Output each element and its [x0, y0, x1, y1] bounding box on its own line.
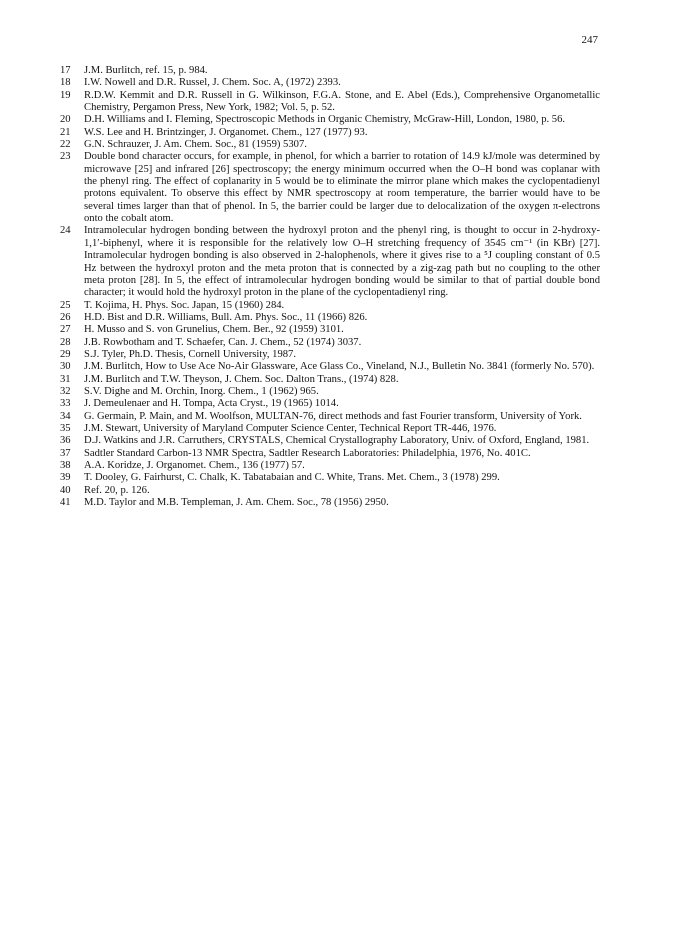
reference-text: W.S. Lee and H. Brintzinger, J. Organomet. Chem., 127 (1977) 93. [84, 126, 368, 138]
reference-28 [60, 337, 600, 349]
reference-text: J.M. Burlitch, How to Use Ace No-Air Glassware, Ace Glass Co., Vineland, N.J., Bulletin No. 3841 (formerly No. 570). [84, 361, 595, 373]
reference-text: Sadtler Standard Carbon-13 NMR Spectra, Sadtler Research Laboratories: Philadelphia, 1976, No. 401C. [84, 447, 531, 459]
reference-38 [60, 460, 600, 472]
reference-list [60, 65, 600, 509]
reference-text: H.D. Bist and D.R. Williams, Bull. Am. Phys. Soc., 11 (1966) 826. [84, 311, 368, 323]
reference-number: 34 [60, 410, 71, 422]
reference-text: H. Musso and S. von Grunelius, Chem. Ber., 92 (1959) 3101. [84, 324, 344, 336]
reference-18 [60, 77, 600, 89]
reference-39 [60, 472, 600, 484]
reference-number: 39 [60, 472, 71, 484]
reference-text: S.V. Dighe and M. Orchin, Inorg. Chem., 1 (1962) 965. [84, 385, 319, 397]
reference-number: 21 [60, 126, 71, 138]
reference-17 [60, 65, 600, 77]
reference-number: 36 [60, 435, 71, 447]
reference-35 [60, 423, 600, 435]
reference-text: Ref. 20, p. 126. [84, 484, 150, 496]
reference-41 [60, 497, 600, 509]
reference-number: 25 [60, 299, 71, 311]
reference-number: 23 [60, 151, 71, 163]
reference-number: 17 [60, 65, 71, 76]
reference-text: J.M. Burlitch, ref. 15, p. 984. [84, 65, 208, 76]
page-number: 247 [581, 34, 598, 46]
reference-text: Intramolecular hydrogen bonding between the hydroxyl proton and the phenyl ring, is thought to occur in 2-hydroxy-1,1′-biphenyl, where it is responsible for the relatively low O–H stretching frequency of 3545 cm⁻¹ (in KBr) [27]. Intramolecular hydrogen bonding is also observed in 2-halophenols, where it gives rise to a ⁵J coupling constant of 0.5 Hz between the hydroxyl proton and the meta proton that is connected by a zig-zag path but no coupling to the other meta proton [28]. In 5, the effect of intramolecular hydrogen bonding would be similar to that of partial double bond character; it would hold the hydroxyl proton in the plane of the cyclopentadienyl ring. [84, 225, 600, 299]
reference-number: 22 [60, 139, 71, 151]
reference-40 [60, 485, 600, 497]
reference-34 [60, 411, 600, 423]
reference-number: 19 [60, 89, 71, 101]
reference-number: 40 [60, 484, 71, 496]
reference-36 [60, 435, 600, 447]
reference-text: R.D.W. Kemmit and D.R. Russell in G. Wilkinson, F.G.A. Stone, and E. Abel (Eds.), Comprehensive Organometallic Chemistry, Pergamon Press, New York, 1982; Vol. 5, p. 52. [84, 89, 600, 114]
reference-number: 29 [60, 348, 71, 360]
reference-30 [60, 361, 600, 373]
reference-text: S.J. Tyler, Ph.D. Thesis, Cornell University, 1987. [84, 348, 296, 360]
reference-22 [60, 139, 600, 151]
reference-text: G.N. Schrauzer, J. Am. Chem. Soc., 81 (1959) 5307. [84, 139, 307, 151]
reference-number: 26 [60, 311, 71, 323]
reference-text: J.B. Rowbotham and T. Schaefer, Can. J. Chem., 52 (1974) 3037. [84, 336, 362, 348]
reference-number: 18 [60, 77, 71, 89]
reference-21 [60, 127, 600, 139]
reference-number: 30 [60, 361, 71, 373]
reference-number: 28 [60, 336, 71, 348]
reference-number: 33 [60, 398, 71, 410]
reference-number: 37 [60, 447, 71, 459]
reference-number: 31 [60, 373, 71, 385]
reference-32 [60, 386, 600, 398]
reference-text: T. Dooley, G. Fairhurst, C. Chalk, K. Tabatabaian and C. White, Trans. Met. Chem., 3 (1978) 299. [84, 472, 500, 484]
reference-number: 41 [60, 497, 71, 509]
reference-number: 35 [60, 422, 71, 434]
reference-number: 32 [60, 385, 71, 397]
reference-29 [60, 349, 600, 361]
reference-text: D.J. Watkins and J.R. Carruthers, CRYSTALS, Chemical Crystallography Laboratory, Univ. of Oxford, England, 1981. [84, 435, 590, 447]
reference-text: M.D. Taylor and M.B. Templeman, J. Am. Chem. Soc., 78 (1956) 2950. [84, 497, 389, 509]
reference-23 [60, 151, 600, 225]
reference-text: G. Germain, P. Main, and M. Woolfson, MULTAN-76, direct methods and fast Fourier transform, University of York. [84, 410, 582, 422]
reference-number: 24 [60, 225, 71, 237]
reference-number: 20 [60, 114, 71, 126]
reference-text: J.M. Burlitch and T.W. Theyson, J. Chem. Soc. Dalton Trans., (1974) 828. [84, 373, 399, 385]
reference-text: J.M. Stewart, University of Maryland Computer Science Center, Technical Report TR-446, 1976. [84, 422, 497, 434]
reference-20 [60, 114, 600, 126]
reference-number: 27 [60, 324, 71, 336]
reference-text: T. Kojima, H. Phys. Soc. Japan, 15 (1960) 284. [84, 299, 285, 311]
reference-25 [60, 300, 600, 312]
reference-19 [60, 90, 600, 115]
reference-text: A.A. Koridze, J. Organomet. Chem., 136 (1977) 57. [84, 460, 305, 471]
reference-number: 38 [60, 460, 71, 471]
reference-31 [60, 374, 600, 386]
reference-33 [60, 398, 600, 410]
reference-text: Double bond character occurs, for example, in phenol, for which a barrier to rotation of 14.9 kJ/mole was determined by microwave [25] and infrared [26] spectroscopy; the energy minimum occurred when the O–H bond was coplanar with the phenyl ring. The effect of coplanarity in 5 would be to eliminate the mirror plane which makes the cyclopentadienyl protons equivalent. To observe this effect by NMR spectroscopy at room temperature, the barrier would have to be several times larger than that of phenol. In 5, the barrier could be larger due to delocalization of the oxygen π-electrons onto the cobalt atom. [84, 151, 600, 225]
reference-27 [60, 324, 600, 336]
reference-24 [60, 225, 600, 299]
reference-text: D.H. Williams and I. Fleming, Spectroscopic Methods in Organic Chemistry, McGraw-Hill, London, 1980, p. 56. [84, 114, 566, 126]
reference-37 [60, 448, 600, 460]
reference-text: J. Demeulenaer and H. Tompa, Acta Cryst., 19 (1965) 1014. [84, 398, 339, 410]
reference-text: I.W. Nowell and D.R. Russel, J. Chem. Soc. A, (1972) 2393. [84, 77, 341, 89]
reference-26 [60, 312, 600, 324]
